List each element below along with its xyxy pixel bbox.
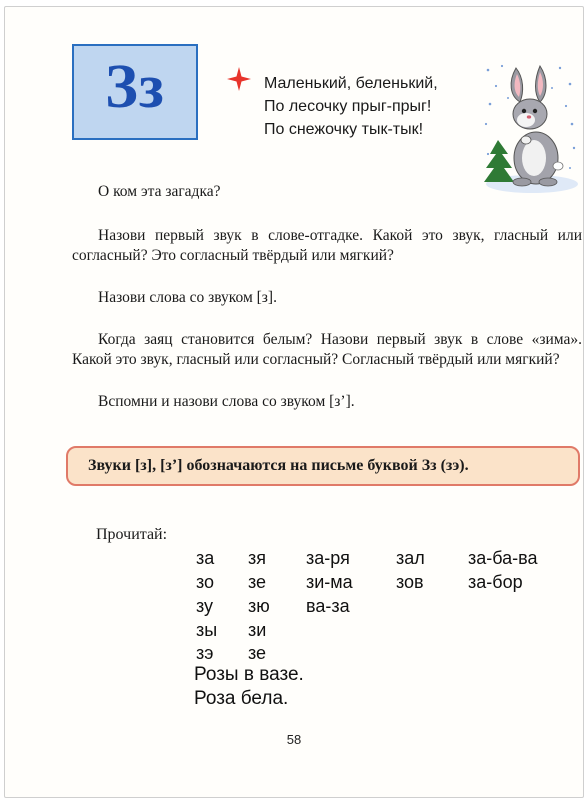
word: зал — [396, 548, 425, 568]
read-label: Прочитай: — [96, 526, 168, 543]
riddle-line: Маленький, беленький, — [264, 75, 438, 92]
sentence: Роза бела. — [194, 688, 289, 709]
paragraph-words-z-soft: Вспомни и назови слова со звуком [з’]. — [98, 393, 355, 410]
riddle — [264, 72, 438, 141]
letter-heading: Зз — [105, 53, 165, 121]
rule-box — [66, 446, 580, 486]
word: за-бор — [468, 572, 523, 592]
syllable: зо — [196, 572, 215, 592]
paragraph-question: О ком эта загадка? — [98, 183, 221, 200]
paragraph-first-sound: Назови первый звук в слове-отгадке. Какой это звук, гласный или согласный? Это согласный твёрдый или мягкий? — [72, 227, 582, 264]
sentence: Розы в вазе. — [194, 664, 304, 685]
syllable: зя — [248, 548, 266, 568]
paragraph-words-z: Назови слова со звуком [з]. — [98, 289, 277, 306]
syllable: зе — [248, 572, 267, 592]
word: зи-ма — [306, 572, 353, 592]
paragraph-winter-hare: Когда заяц становится белым? Назови первый звук в слове «зима». Какой это звук, гласный или согласный? Согласный твёрдый или мягкий? — [72, 331, 582, 368]
hare-illustration — [482, 58, 578, 194]
syllable: зэ — [196, 643, 214, 663]
syllable: зе — [248, 643, 267, 663]
riddle-line: По лесочку прыг-прыг! — [264, 98, 432, 115]
riddle-line: По снежочку тык-тык! — [264, 121, 424, 138]
syllable: зы — [196, 620, 218, 640]
word: за-ря — [306, 548, 350, 568]
word: ва-за — [306, 596, 350, 616]
word: зов — [396, 572, 424, 592]
syllable: зю — [248, 596, 270, 616]
letter-heading-box — [72, 44, 198, 140]
syllable: зи — [248, 620, 267, 640]
word: за-ба-ва — [468, 548, 538, 568]
page-number: 58 — [286, 732, 302, 747]
star-icon — [226, 66, 252, 92]
syllable: зу — [196, 596, 214, 616]
rule-text: Звуки [з], [з’] обозначаются на письме буквой Зз (зэ). — [88, 457, 469, 474]
syllable: за — [196, 548, 215, 568]
